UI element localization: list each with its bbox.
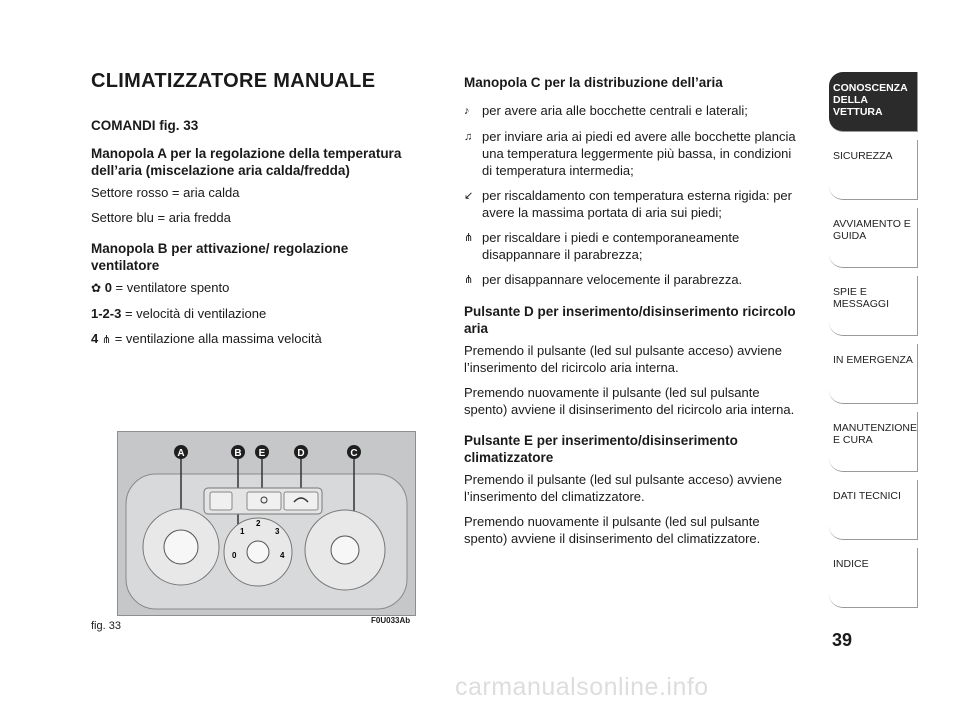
vent-face-feet-icon: ♫ bbox=[464, 131, 473, 143]
page-title: CLIMATIZZATORE MANUALE bbox=[91, 70, 376, 92]
knob-c-heading: Manopola C per la distribuzione dell’aria bbox=[464, 75, 723, 90]
figure-code: F0U033Ab bbox=[371, 616, 411, 625]
knob-a-blue: Settore blu = aria fredda bbox=[91, 210, 231, 225]
tab-manutenzione-cura[interactable]: MANUTENZIONE E CURA bbox=[829, 412, 918, 472]
list-item: ⋔ per riscaldare i piedi e contemporaneamente disappannare il parabrezza; bbox=[464, 230, 740, 262]
page-number: 39 bbox=[832, 630, 853, 650]
figure-caption: fig. 33 bbox=[91, 620, 121, 632]
dial-b-mark-1: 1 bbox=[240, 527, 245, 536]
tab-indice[interactable]: INDICE bbox=[829, 548, 918, 608]
fan-speed-123: 1-2-3 = velocità di ventilazione bbox=[91, 306, 267, 321]
label-a: A bbox=[177, 448, 185, 459]
button-d-p2: Premendo nuovamente il pulsante (led sul pulsante spento) avviene il disinserimento del ricircolo aria interna. bbox=[464, 385, 795, 417]
tab-conoscenza-vettura[interactable]: CONOSCENZA DELLA VETTURA bbox=[829, 72, 918, 132]
vent-feet-defrost-icon: ⋔ bbox=[464, 232, 474, 244]
label-d: D bbox=[297, 448, 305, 459]
right-column bbox=[464, 74, 804, 555]
comandi-heading: COMANDI fig. 33 bbox=[91, 118, 199, 133]
fan-speed-0: ✿ 0 = ventilatore spento bbox=[91, 280, 230, 295]
button-d-heading: Pulsante D per inserimento/disinserimento ricircolo aria bbox=[464, 304, 796, 336]
button-e-p1: Premendo il pulsante (led sul pulsante acceso) avviene l’inserimento del climatizzatore. bbox=[464, 472, 782, 504]
fan-icon: ✿ bbox=[91, 281, 102, 295]
label-c: C bbox=[350, 448, 358, 459]
tab-spie-messaggi[interactable]: SPIE E MESSAGGI bbox=[829, 276, 918, 336]
dial-b-mark-3: 3 bbox=[275, 527, 280, 536]
list-item: ↙ per riscaldamento con temperatura esterna rigida: per avere la massima portata di aria sui piedi; bbox=[464, 188, 792, 220]
dial-b-mark-0: 0 bbox=[232, 551, 237, 560]
dial-b-mark-4: 4 bbox=[280, 551, 285, 560]
climate-panel-drawing bbox=[118, 432, 415, 615]
knob-b-heading: Manopola B per attivazione/ regolazione ventilatore bbox=[91, 241, 349, 273]
climate-panel-figure bbox=[117, 431, 416, 616]
button-d-p1: Premendo il pulsante (led sul pulsante acceso) avviene l’inserimento del ricircolo aria interna. bbox=[464, 343, 782, 375]
left-column bbox=[91, 117, 416, 357]
list-item: ♫ per inviare aria ai piedi ed avere alle bocchette plancia una temperatura leggermente più bassa, in condizioni di temperatura intermedia; bbox=[464, 129, 796, 178]
defrost-icon: ⋔ bbox=[464, 274, 474, 286]
button-e-heading: Pulsante E per inserimento/disinserimento climatizzatore bbox=[464, 433, 738, 465]
tab-sicurezza[interactable]: SICUREZZA bbox=[829, 140, 918, 200]
tab-in-emergenza[interactable]: IN EMERGENZA bbox=[829, 344, 918, 404]
watermark: carmanualsonline.info bbox=[455, 673, 709, 701]
defrost-icon: ⋔ bbox=[101, 334, 112, 346]
tab-avviamento-guida[interactable]: AVVIAMENTO E GUIDA bbox=[829, 208, 918, 268]
label-e: E bbox=[258, 448, 266, 459]
knob-a-heading: Manopola A per la regolazione della temperatura dell’aria (miscelazione aria calda/fredda) bbox=[91, 146, 402, 178]
list-item: ⋔ per disappannare velocemente il parabrezza. bbox=[464, 272, 743, 287]
list-item: ♪ per avere aria alle bocchette centrali e laterali; bbox=[464, 103, 748, 118]
fan-speed-4: 4 ⋔ = ventilazione alla massima velocità bbox=[91, 331, 322, 346]
chapter-tabs bbox=[829, 72, 918, 616]
button-e-p2: Premendo nuovamente il pulsante (led sul pulsante spento) avviene il disinserimento del climatizzatore. bbox=[464, 514, 761, 546]
label-b: B bbox=[234, 448, 242, 459]
vent-feet-icon: ↙ bbox=[464, 190, 474, 202]
vent-face-icon: ♪ bbox=[464, 105, 470, 117]
dial-b-mark-2: 2 bbox=[256, 519, 261, 528]
tab-dati-tecnici[interactable]: DATI TECNICI bbox=[829, 480, 918, 540]
knob-a-red: Settore rosso = aria calda bbox=[91, 185, 240, 200]
